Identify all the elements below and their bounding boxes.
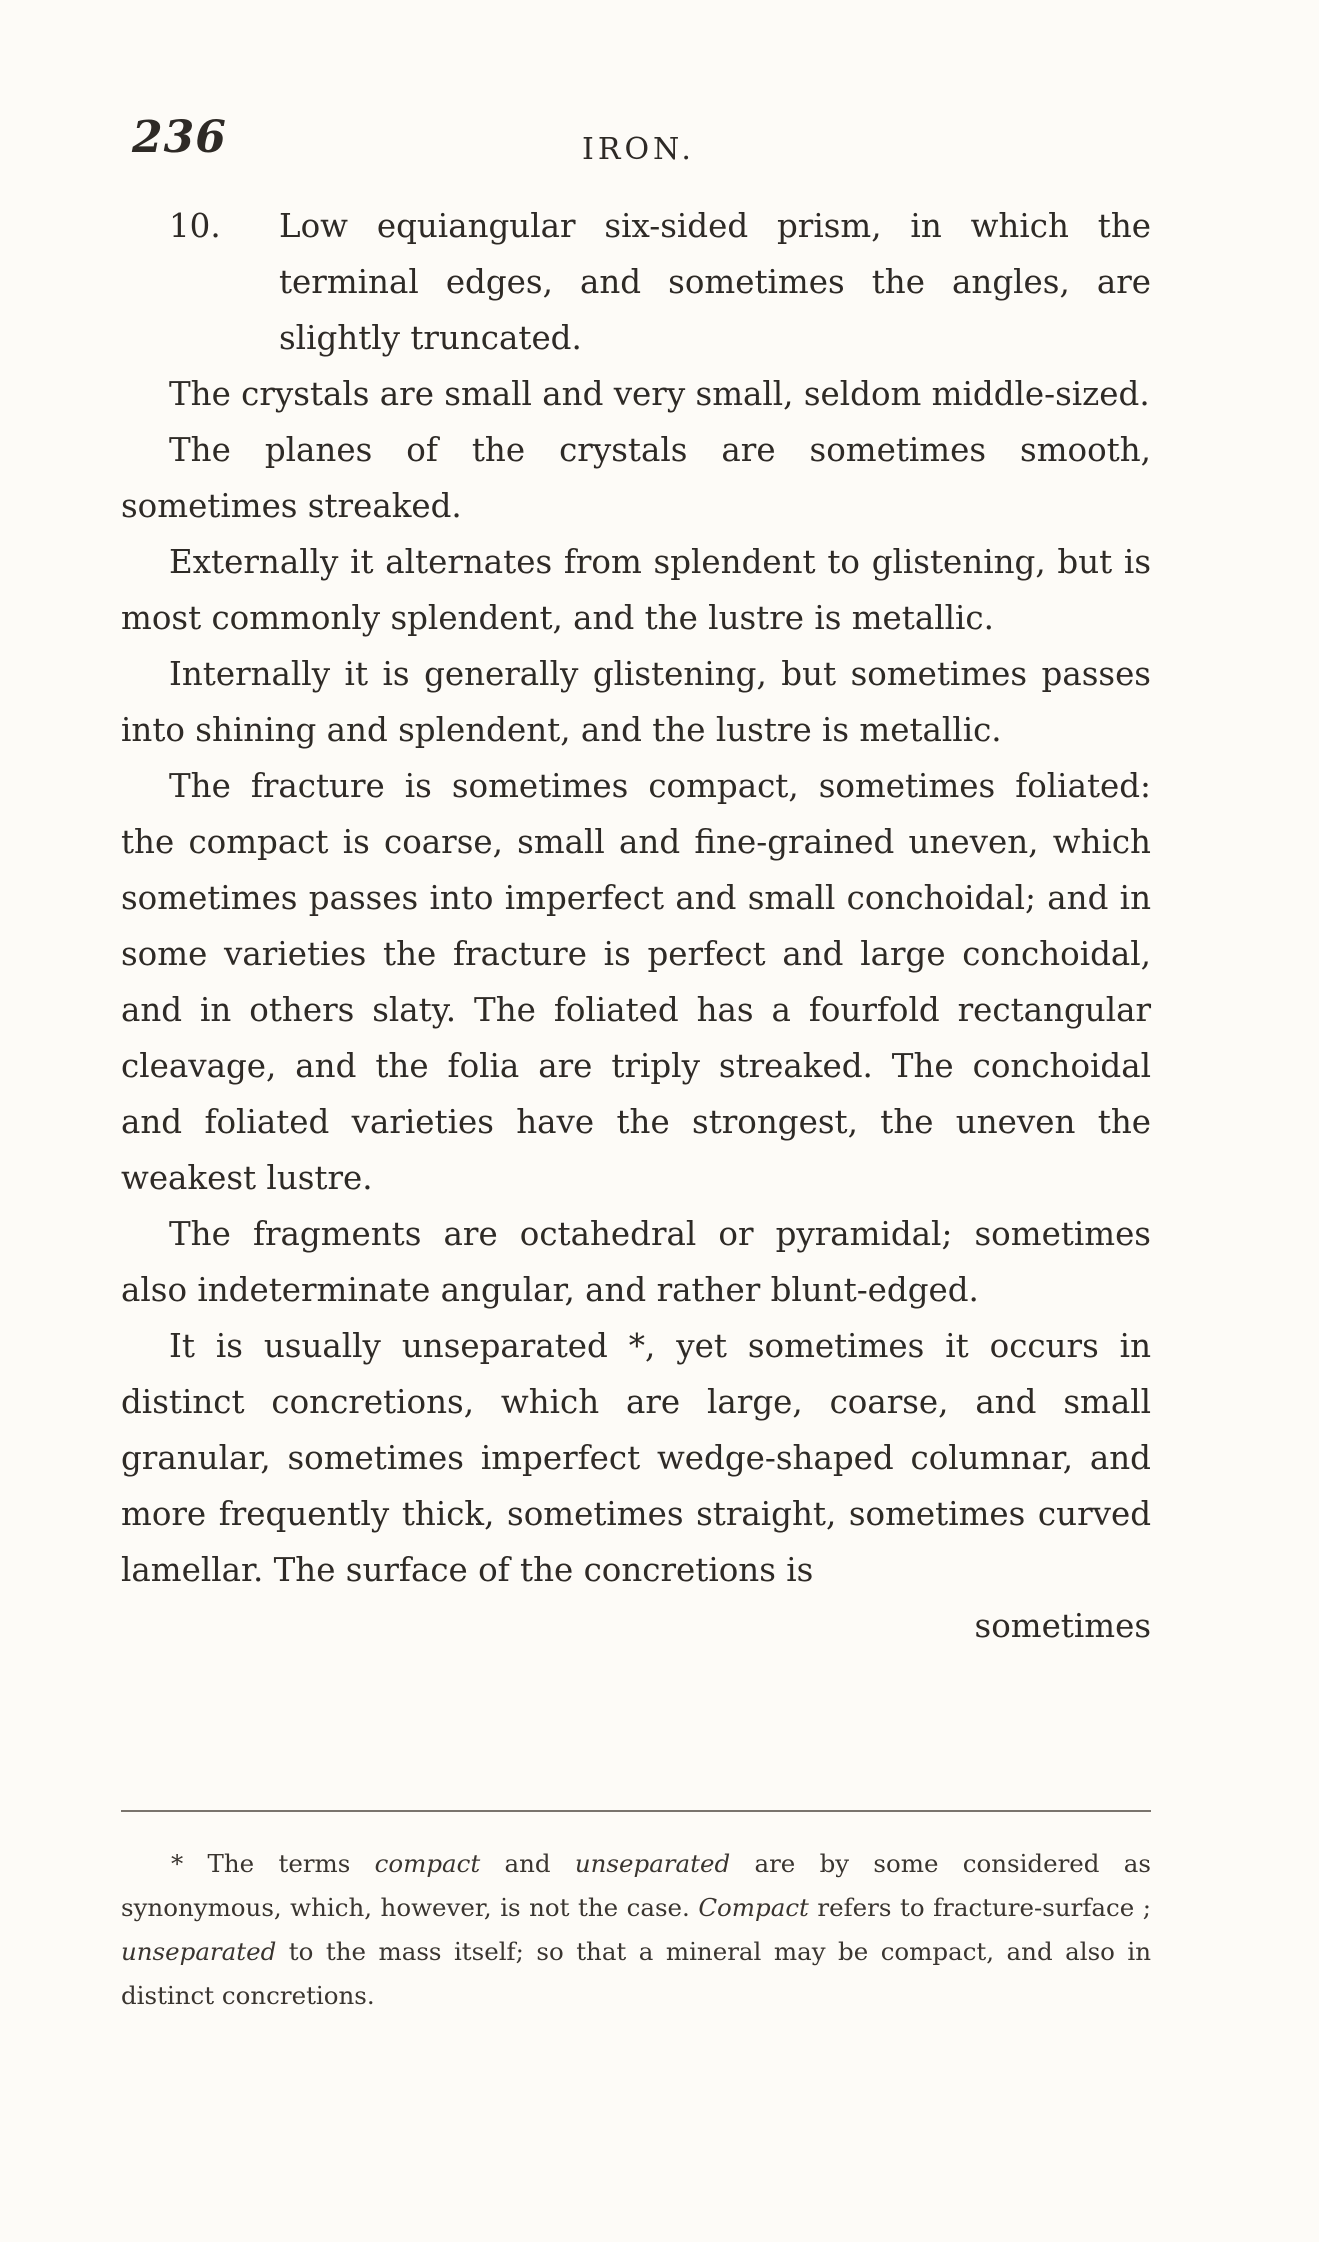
- footnote-divider: [121, 1810, 1151, 1812]
- paragraph-crystal-size: The crystals are small and very small, seldom middle-sized.: [169, 375, 1150, 413]
- footnote-text: are by some considered as synonymous, which, however, is not the case.: [121, 1849, 1151, 1922]
- footnote-text: to the mass itself; so that a mineral may be compact, and also in distinct concretions.: [121, 1937, 1151, 2010]
- paragraph-crystal-form-10: [121, 198, 1151, 366]
- footnote-term: compact: [374, 1849, 481, 1878]
- footnote-text: refers to fracture-surface ;: [808, 1893, 1151, 1922]
- paragraph-concretions: It is usually unseparated *, yet sometimes it occurs in distinct concretions, which are large, coarse, and small granular, sometimes imperfect wedge-shaped columnar, and more frequently thick, sometimes straight, sometimes curved lamellar. The surface of the concretions is: [121, 1327, 1151, 1589]
- footnote-term: Compact: [698, 1893, 809, 1922]
- paragraph-fragments: The fragments are octahedral or pyramidal; sometimes also indeterminate angular, and rather blunt-edged.: [121, 1215, 1151, 1309]
- footnote-text: and: [480, 1849, 575, 1878]
- paragraph-external-lustre: Externally it alternates from splendent to glistening, but is most commonly splendent, and the lustre is metallic.: [121, 543, 1151, 637]
- continued-word: sometimes: [974, 1607, 1151, 1645]
- body-text: [121, 198, 1151, 1654]
- footnote-term: unseparated: [121, 1937, 277, 1966]
- page-number: 236: [132, 112, 227, 163]
- footnote: [121, 1842, 1151, 2018]
- paragraph-crystal-planes: The planes of the crystals are sometimes smooth, sometimes streaked.: [121, 431, 1151, 525]
- footnote-term: unseparated: [574, 1849, 731, 1878]
- list-number: 10.: [169, 207, 221, 245]
- paragraph-fracture: The fracture is sometimes compact, sometimes foliated: the compact is coarse, small and fine-grained uneven, which sometimes passes into imperfect and small conchoidal; and in some varieties the fracture is perfect and large conchoidal, and in others slaty. The foliated has a fourfold rectangular cleavage, and the folia are triply streaked. The conchoidal and foliated varieties have the strongest, the uneven the weakest lustre.: [121, 767, 1151, 1197]
- paragraph-internal-lustre: Internally it is generally glistening, but sometimes passes into shining and splendent, and the lustre is metallic.: [121, 655, 1151, 749]
- footnote-text: * The terms: [171, 1849, 375, 1878]
- paragraph-text: Low equiangular six-sided prism, in which the terminal edges, and sometimes the angles, are slightly truncated.: [279, 207, 1151, 357]
- running-title: IRON.: [582, 132, 695, 167]
